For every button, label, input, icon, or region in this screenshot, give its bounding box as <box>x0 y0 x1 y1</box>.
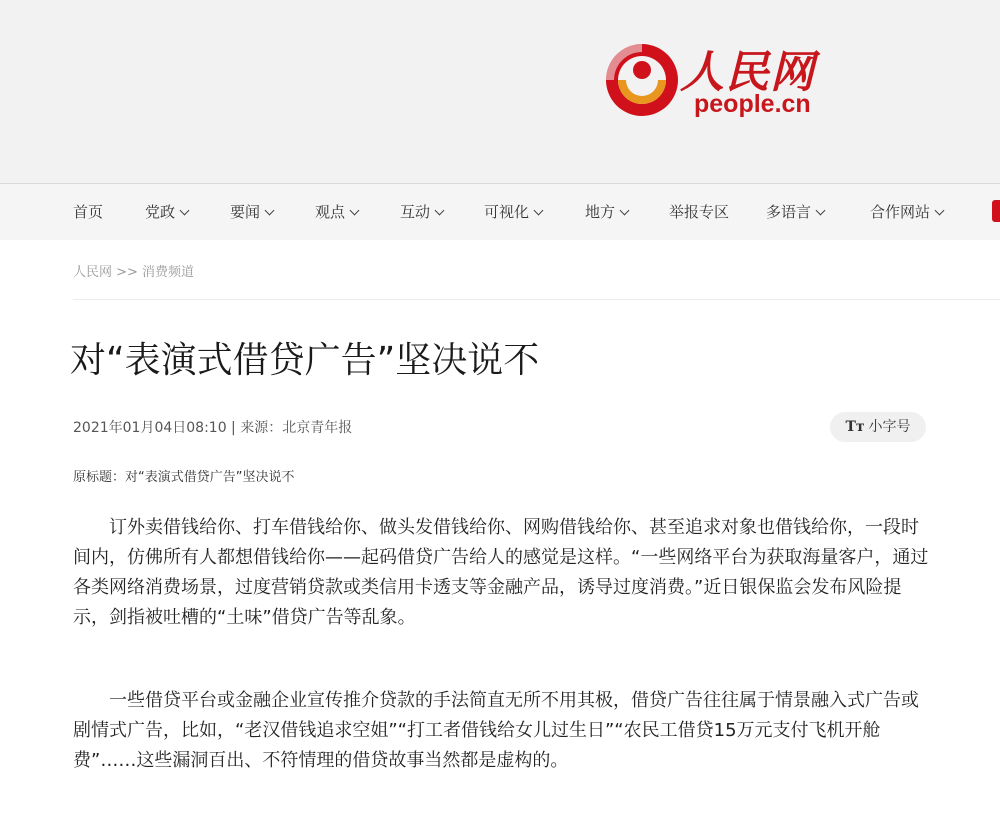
nav-item-report[interactable] <box>669 184 729 240</box>
nav-label: 地方 <box>585 203 616 221</box>
nav-label: 举报专区 <box>669 203 730 221</box>
breadcrumb[interactable]: 人民网 >> 消费频道 <box>73 265 195 280</box>
site-logo[interactable] <box>602 36 822 126</box>
chevron-down-icon <box>350 206 360 216</box>
chevron-down-icon <box>534 206 544 216</box>
font-size-label: 小字号 <box>868 419 911 435</box>
font-size-toggle-button[interactable] <box>830 412 926 442</box>
chevron-down-icon <box>180 206 190 216</box>
nav-label: 党政 <box>145 203 176 221</box>
nav-label: 首页 <box>73 203 104 221</box>
original-title: 原标题：对“表演式借贷广告”坚决说不 <box>73 470 295 485</box>
main-nav <box>0 183 1000 240</box>
article-paragraph: 订外卖借钱给你、打车借钱给你、做头发借钱给你、网购借钱给你、甚至追求对象也借钱给你，一段时间内，仿佛所有人都想借钱给你——起码借贷广告给人的感觉是这样。“一些网络平台为获取海量客户，通过各类网络消费场景，过度营销贷款或类信用卡透支等金融产品，诱导过度消费。”近日银保监会发布风险提示，剑指被吐槽的“土味”借贷广告等乱象。 <box>73 517 929 628</box>
nav-item-partners[interactable] <box>870 184 943 240</box>
chevron-down-icon <box>620 206 630 216</box>
nav-label: 互动 <box>400 203 431 221</box>
nav-label: 要闻 <box>230 203 261 221</box>
site-header <box>0 0 1000 183</box>
nav-label: 多语言 <box>766 203 812 221</box>
logo-text-en: people.cn <box>694 90 811 118</box>
logo-text-cn: 人民网 <box>680 47 815 98</box>
nav-item-news[interactable] <box>230 184 273 240</box>
nav-label: 可视化 <box>484 203 530 221</box>
font-size-icon: Tт <box>845 419 865 435</box>
divider <box>73 299 1000 300</box>
nav-item-visual[interactable] <box>484 184 542 240</box>
nav-item-languages[interactable] <box>766 184 824 240</box>
nav-item-party[interactable] <box>145 184 188 240</box>
nav-more-icon[interactable] <box>992 200 1000 222</box>
nav-item-home[interactable] <box>73 184 103 240</box>
article-meta: 2021年01月04日08:10 | 来源：北京青年报 <box>73 420 353 436</box>
logo-emblem-icon <box>602 40 682 120</box>
chevron-down-icon <box>935 206 945 216</box>
chevron-down-icon <box>816 206 826 216</box>
chevron-down-icon <box>435 206 445 216</box>
nav-item-local[interactable] <box>585 184 628 240</box>
chevron-down-icon <box>265 206 275 216</box>
page-title: 对“表演式借贷广告”坚决说不 <box>70 340 540 381</box>
nav-label: 合作网站 <box>870 203 931 221</box>
article-paragraph: 一些借贷平台或金融企业宣传推介贷款的手法简直无所不用其极，借贷广告往往属于情景融入式广告或剧情式广告，比如，“老汉借钱追求空姐”“打工者借钱给女儿过生日”“农民工借贷15万元支付飞机开舱费”……这些漏洞百出、不符情理的借贷故事当然都是虚构的。 <box>73 690 919 771</box>
nav-label: 观点 <box>315 203 346 221</box>
nav-item-opinion[interactable] <box>315 184 358 240</box>
nav-item-interaction[interactable] <box>400 184 443 240</box>
